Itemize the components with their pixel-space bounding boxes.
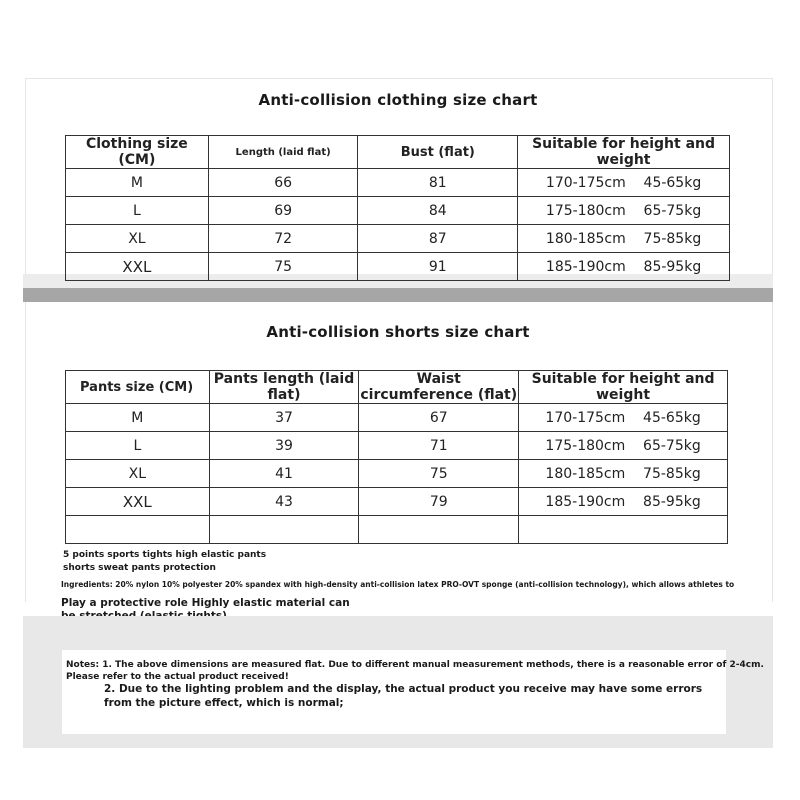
table-row: [66, 460, 728, 488]
role-line-1: Play a protective role Highly elastic material can: [61, 597, 350, 609]
fit-cell: 170-175cm 45-65kg: [518, 169, 730, 197]
clothing-size-table: [65, 135, 730, 281]
value-cell: 79: [359, 488, 519, 516]
empty-cell: [66, 516, 210, 544]
table-row: [66, 488, 728, 516]
value-cell: 69: [208, 197, 358, 225]
fit-cell: 180-185cm 75-85kg: [519, 460, 728, 488]
clothing-chart-title: Anti-collision clothing size chart: [258, 91, 538, 109]
value-cell: 72: [208, 225, 358, 253]
header-cell: Clothing size (CM): [66, 136, 209, 169]
header-cell: Bust (flat): [358, 136, 518, 169]
size-cell: L: [66, 197, 209, 225]
value-cell: 37: [209, 404, 359, 432]
product-line-2: shorts sweat pants protection: [63, 563, 216, 573]
fit-cell: 170-175cm 45-65kg: [519, 404, 728, 432]
notes-line-4: from the picture effect, which is normal;: [104, 697, 344, 709]
size-cell: M: [66, 169, 209, 197]
header-cell: Suitable for height and weight: [518, 136, 730, 169]
fit-cell: 185-190cm 85-95kg: [519, 488, 728, 516]
product-line-1: 5 points sports tights high elastic pants: [63, 550, 267, 560]
shorts-chart-title: Anti-collision shorts size chart: [266, 323, 530, 341]
table-row: [66, 432, 728, 460]
table-header-row: [66, 371, 728, 404]
header-cell: Pants length (laid flat): [209, 371, 359, 404]
value-cell: 81: [358, 169, 518, 197]
empty-cell: [209, 516, 359, 544]
table-row: [66, 253, 730, 281]
header-cell: Pants size (CM): [66, 371, 210, 404]
table-row: [66, 169, 730, 197]
value-cell: 87: [358, 225, 518, 253]
value-cell: 91: [358, 253, 518, 281]
empty-cell: [519, 516, 728, 544]
header-cell: Waist circumference (flat): [360, 371, 518, 403]
table-row: [66, 225, 730, 253]
size-cell: XXL: [66, 488, 210, 516]
notes-line-2: Please refer to the actual product received!: [66, 672, 289, 682]
header-cell: Length (laid flat): [208, 136, 358, 169]
shorts-size-table: [65, 370, 728, 544]
table-header-row: [66, 136, 730, 169]
size-cell: XXL: [66, 253, 209, 281]
fit-cell: 175-180cm 65-75kg: [519, 432, 728, 460]
header-cell: Suitable for height and weight: [519, 371, 728, 404]
table-row-empty: [66, 516, 728, 544]
fit-cell: 180-185cm 75-85kg: [518, 225, 730, 253]
table-row: [66, 404, 728, 432]
value-cell: 39: [209, 432, 359, 460]
table-row: [66, 197, 730, 225]
value-cell: 41: [209, 460, 359, 488]
notes-line-1: Notes: 1. The above dimensions are measured flat. Due to different manual measurement methods, there is a reasonable error of 2-4cm.: [66, 660, 764, 670]
section-divider: [23, 288, 773, 302]
notes-line-3: 2. Due to the lighting problem and the display, the actual product you receive may have some errors: [104, 683, 703, 695]
value-cell: 75: [208, 253, 358, 281]
size-cell: L: [66, 432, 210, 460]
fit-cell: 175-180cm 65-75kg: [518, 197, 730, 225]
value-cell: 67: [359, 404, 519, 432]
value-cell: 71: [359, 432, 519, 460]
value-cell: 75: [359, 460, 519, 488]
size-cell: XL: [66, 225, 209, 253]
value-cell: 43: [209, 488, 359, 516]
size-cell: M: [66, 404, 210, 432]
fit-cell: 185-190cm 85-95kg: [518, 253, 730, 281]
ingredients-text: Ingredients: 20% nylon 10% polyester 20% spandex with high-density anti-collision latex PRO-OVT sponge (anti-collision technology), which allows athletes to: [61, 580, 735, 589]
value-cell: 84: [358, 197, 518, 225]
size-cell: XL: [66, 460, 210, 488]
value-cell: 66: [208, 169, 358, 197]
empty-cell: [359, 516, 519, 544]
